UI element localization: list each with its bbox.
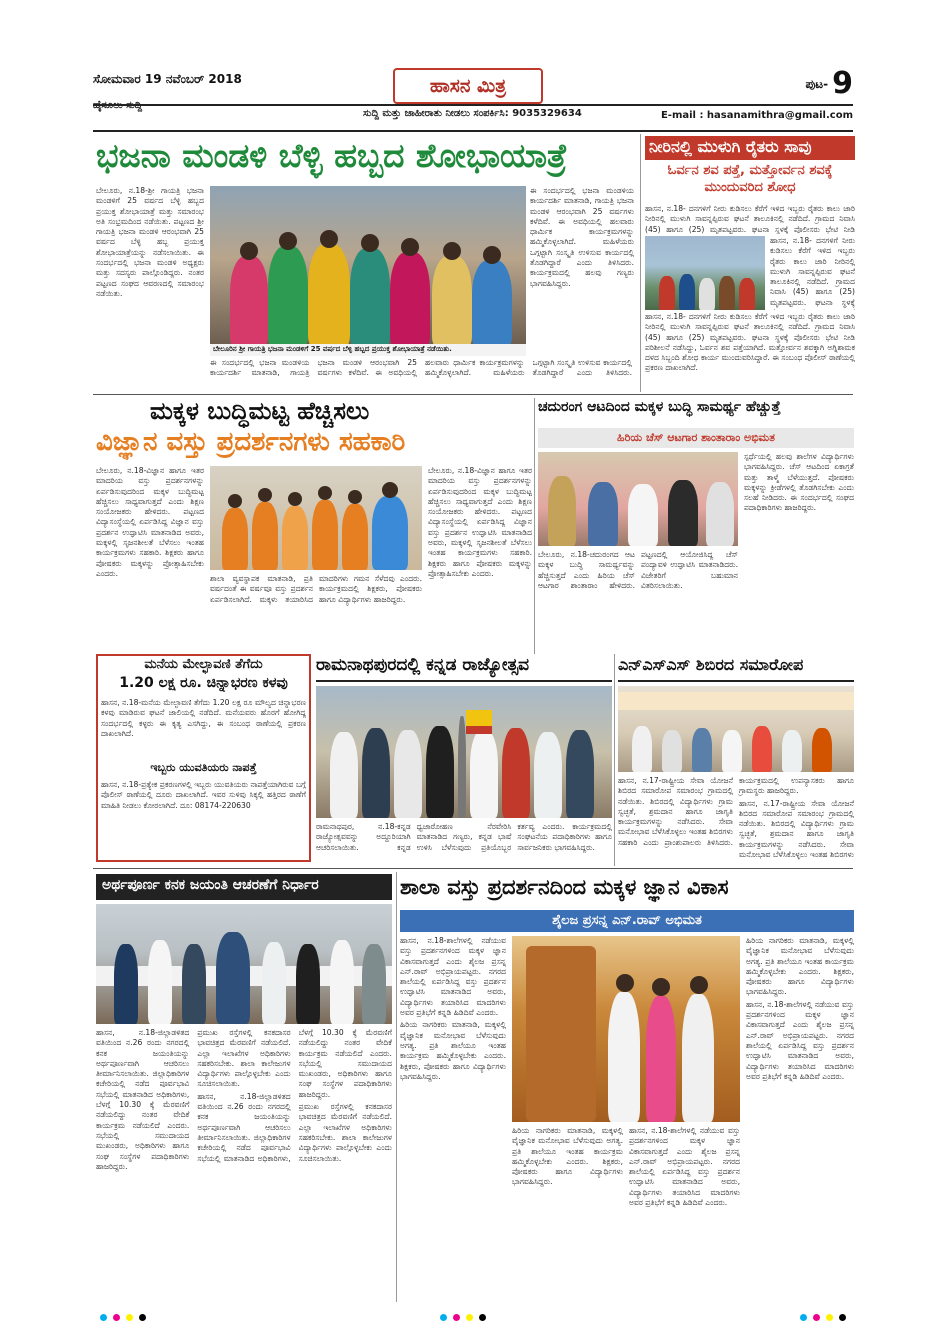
issue-date: ಸೋಮವಾರ 19 ನವೆಂಬರ್ 2018 [93, 72, 242, 86]
masthead [93, 68, 853, 128]
farmer-side-paragraph: ಹಾಸನ, ನ.18- ದನಗಳಿಗೆ ನೀರು ಕುಡಿಸಲು ಕೆರೆಗೆ ಇಳಿದ ಇಬ್ಬರು ರೈತರು ಕಾಲು ಜಾರಿ ನೀರಿನಲ್ಲಿ ಮುಳುಗಿ ಸಾವನ್ನಪ್ಪಿರುವ ಘಟನೆ ತಾಲೂಕಿನಲ್ಲಿ ನಡೆದಿದೆ. ಗ್ರಾಮದ ನಿವಾಸಿ (45) ಹಾಗೂ (25) ಮೃತಪಟ್ಟವರು. ಘಟನಾ ಸ್ಥಳಕ್ಕೆ [770, 236, 855, 307]
chess-headline: ಚದುರಂಗ ಆಟದಿಂದ ಮಕ್ಕಳ ಬುದ್ಧಿ ಸಾಮರ್ಥ್ಯ ಹೆಚ್ಚುತ್ತೆ [538, 400, 781, 415]
page-prefix: ಪುಟ- [805, 77, 829, 91]
science-text-col3 [428, 466, 532, 654]
school-col2-paragraph: ಹಿರಿಯ ನಾಗರಿಕರು ಮಾತನಾಡಿ, ಮಕ್ಕಳಲ್ಲಿ ವೈಜ್ಞಾನಿಕ ಮನೋಭಾವ ಬೆಳೆಸುವುದು ಅಗತ್ಯ. ಪ್ರತಿ ಶಾಲೆಯೂ ಇಂತಹ ಕಾರ್ಯಕ್ರಮ ಹಮ್ಮಿಕೊಳ್ಳಬೇಕು ಎಂದರು. ಶಿಕ್ಷಕರು, ಪೋಷಕರು ಹಾಗೂ ವಿದ್ಯಾರ್ಥಿಗಳು ಭಾಗವಹಿಸಿದ್ದರು. [512, 1126, 623, 1187]
school-subheadline: ಶೈಲಜ ಪ್ರಸನ್ನ ಎನ್.ರಾವ್ ಅಭಿಮತ [400, 910, 854, 932]
kanaka-body-paragraph: ಹಾಸನ, ನ.18-ಜಿಲ್ಲಾಡಳಿತದ ವತಿಯಿಂದ ನ.26 ರಂದು ನಗರದಲ್ಲಿ ಕನಕ ಜಯಂತಿಯನ್ನು ಅರ್ಥಪೂರ್ಣವಾಗಿ ಆಚರಿಸಲು ತೀರ್ಮಾನಿಸಲಾಯಿತು. ಜಿಲ್ಲಾಧಿಕಾರಿಗಳ ಕಚೇರಿಯಲ್ಲಿ ನಡೆದ ಪೂರ್ವಭಾವಿ ಸಭೆಯಲ್ಲಿ ಮಾತನಾಡಿದ ಅಧಿಕಾರಿಗಳು, ಬೆಳಗ್ಗೆ 10.30 ಕ್ಕೆ ಮೆರವಣಿಗೆ ನಡೆಯಲಿದ್ದು ನಂತರ ವೇದಿಕೆ ಕಾರ್ಯಕ್ರಮ ನಡೆಯಲಿದೆ ಎಂದರು. ಸಭೆಯಲ್ಲಿ ಸಮುದಾಯದ ಮುಖಂಡರು, ಅಧಿಕಾರಿಗಳು ಹಾಗೂ ಸಂಘ ಸಂಸ್ಥೆಗಳ ಪದಾಧಿಕಾರಿಗಳು ಹಾಜರಿದ್ದರು. [96, 1028, 190, 1171]
theft-body-paragraph: ಹಾಸನ, ನ.18-ಮನೆಯ ಮೇಲ್ಛಾವಣಿ ತೆಗೆದು 1.20 ಲಕ್ಷ ರೂ ಮೌಲ್ಯದ ಚಿನ್ನಾಭರಣ ಕಳವು ಮಾಡಿರುವ ಘಟನೆ ಜಾಲಿಯಲ್ಲಿ ನಡೆದಿದೆ. ಮನೆಯವರು ಹೊರಗೆ ಹೋಗಿದ್ದ ಸಂದರ್ಭದಲ್ಲಿ ಕಳ್ಳರು ಈ ಕೃತ್ಯ ಎಸಗಿದ್ದು, ಈ ಸಂಬಂಧ ಠಾಣೆಯಲ್ಲಿ ಪ್ರಕರಣ ದಾಖಲಾಗಿದೆ. [101, 698, 306, 738]
divider-mid [534, 398, 535, 654]
nss-headline: ಎನ್‌ಎಸ್‌ಎಸ್ ಶಿಬಿರದ ಸಮಾರೋಪ [618, 656, 854, 682]
theft-headline-1: ಮನೆಯ ಮೇಲ್ಛಾವಣಿ ತೆಗೆದು [144, 658, 263, 672]
science-text-col2 [210, 574, 422, 654]
divider-bottom [396, 872, 397, 1302]
theft-text-2 [101, 780, 306, 858]
chess-text-1 [538, 550, 738, 652]
science-col1-paragraph: ಬೇಲೂರು, ನ.18-ವಿಜ್ಞಾನ ಹಾಗೂ ಇತರ ಮಾದರಿಯ ವಸ್ತು ಪ್ರದರ್ಶನಗಳನ್ನು ಏರ್ಪಡಿಸುವುದರಿಂದ ಮಕ್ಕಳ ಬುದ್ಧಿಮಟ್ಟ ಹೆಚ್ಚಿಸಲು ಸಾಧ್ಯವಾಗುತ್ತದೆ ಎಂದು ಶಿಕ್ಷಣ ಸಂಯೋಜಕರು ಹೇಳಿದರು. ಪಟ್ಟಣದ ವಿದ್ಯಾಸಂಸ್ಥೆಯಲ್ಲಿ ಏರ್ಪಡಿಸಿದ್ದ ವಿಜ್ಞಾನ ವಸ್ತು ಪ್ರದರ್ಶನ ಉದ್ಘಾಟಿಸಿ ಮಾತನಾಡಿದ ಅವರು, ಮಕ್ಕಳಲ್ಲಿ ಸೃಜನಶೀಲತೆ ಬೆಳೆಸಲು ಇಂತಹ ಕಾರ್ಯಕ್ರಮಗಳು ಸಹಕಾರಿ. ಶಿಕ್ಷಕರು ಹಾಗೂ ಪೋಷಕರು ಮಕ್ಕಳನ್ನು ಪ್ರೋತ್ಸಾಹಿಸಬೇಕು ಎಂದರು. [96, 466, 204, 578]
science-col2-paragraph: ಶಾಲಾ ವ್ಯವಸ್ಥಾಪಕ ಮಾತನಾಡಿ, ಪ್ರತಿ ವರ್ಷದಂತೆ ಈ ವರ್ಷವೂ ವಸ್ತು ಪ್ರದರ್ಶನ ಏರ್ಪಡಿಸಲಾಗಿದೆ. ಮಕ್ಕಳು ತಯಾರಿಸಿದ ಮಾದರಿಗಳು ಗಮನ ಸೆಳೆದವು ಎಂದರು. ಕಾರ್ಯಕ್ರಮದಲ್ಲಿ ಶಿಕ್ಷಕರು, ಪೋಷಕರು ಹಾಗೂ ವಿದ್ಯಾರ್ಥಿಗಳು ಹಾಜರಿದ್ದರು. [210, 574, 422, 604]
bhajana-col2-paragraph: ಈ ಸಂದರ್ಭದಲ್ಲಿ ಭಜನಾ ಮಂಡಳಿಯ ಕಾರ್ಯದರ್ಶಿ ಮಾತನಾಡಿ, ಗಾಯತ್ರಿ ಭಜನಾ ಮಂಡಳಿ ಆರಂಭವಾಗಿ 25 ವರ್ಷಗಳು ಕಳೆದಿವೆ. ಈ ಅವಧಿಯಲ್ಲಿ ಹಲವಾರು ಧಾರ್ಮಿಕ ಕಾರ್ಯಕ್ರಮಗಳನ್ನು ಹಮ್ಮಿಕೊಳ್ಳಲಾಗಿದೆ. ಮಹಿಳೆಯರು ಒಗ್ಗಟ್ಟಾಗಿ ಸಂಸ್ಕೃತಿ ಉಳಿಸುವ ಕಾರ್ಯದಲ್ಲಿ ತೊಡಗಿದ್ದಾರೆ ಎಂದು ತಿಳಿಸಿದರು. [210, 358, 632, 378]
bhajana-text-col3 [530, 186, 634, 356]
theft-text-1 [101, 698, 306, 760]
chess-body2-paragraph: ಸ್ಪರ್ಧೆಯಲ್ಲಿ ಹಲವು ಶಾಲೆಗಳ ವಿದ್ಯಾರ್ಥಿಗಳು ಭಾಗವಹಿಸಿದ್ದರು. ಚೆಸ್ ಆಟದಿಂದ ಏಕಾಗ್ರತೆ ಮತ್ತು ತಾಳ್ಮೆ ಬೆಳೆಯುತ್ತದೆ. ಪೋಷಕರು ಮಕ್ಕಳನ್ನು ಕ್ರೀಡೆಗಳಲ್ಲಿ ತೊಡಗಿಸಬೇಕು ಎಂದು ಸಲಹೆ ನೀಡಿದರು. ಈ ಸಂದರ್ಭದಲ್ಲಿ ಸಂಘದ ಪದಾಧಿಕಾರಿಗಳು ಹಾಜರಿದ್ದರು. [744, 452, 854, 513]
farmer-photo [645, 236, 765, 310]
school-text-col1 [400, 936, 506, 1300]
kanaka-headline: ಅರ್ಥಪೂರ್ಣ ಕನಕ ಜಯಂತಿ ಆಚರಣೆಗೆ ನಿರ್ಧಾರ [96, 874, 392, 900]
nss-text [618, 776, 854, 864]
school-headline: ಶಾಲಾ ವಸ್ತು ಪ್ರದರ್ಶನದಿಂದ ಮಕ್ಕಳ ಜ್ಞಾನ ವಿಕಾಸ [400, 876, 729, 899]
chess-body-paragraph: ಬೇಲೂರು, ನ.18-ಚದುರಂಗದ ಆಟ ಮಕ್ಕಳ ಬುದ್ಧಿ ಸಾಮರ್ಥ್ಯವನ್ನು ಹೆಚ್ಚಿಸುತ್ತದೆ ಎಂದು ಹಿರಿಯ ಚೆಸ್ ಆಟಗಾರ ಶಾಂತಾರಾಂ ಹೇಳಿದರು. ಪಟ್ಟಣದಲ್ಲಿ ಆಯೋಜಿಸಿದ್ದ ಚೆಸ್ ಪಂದ್ಯಾವಳಿ ಉದ್ಘಾಟಿಸಿ ಮಾತನಾಡಿದರು. ವಿಜೇತರಿಗೆ ಬಹುಮಾನ ವಿತರಿಸಲಾಯಿತು. [538, 550, 738, 590]
page-number [806, 66, 853, 101]
kanaka-body2-paragraph: ಪ್ರಮುಖ ರಸ್ತೆಗಳಲ್ಲಿ ಕನಕದಾಸರ ಭಾವಚಿತ್ರದ ಮೆರವಣಿಗೆ ನಡೆಯಲಿದೆ. ಎಲ್ಲಾ ಇಲಾಖೆಗಳ ಅಧಿಕಾರಿಗಳು ಸಹಕರಿಸಬೇಕು. ಶಾಲಾ ಕಾಲೇಜುಗಳ ವಿದ್ಯಾರ್ಥಿಗಳು ಪಾಲ್ಗೊಳ್ಳಬೇಕು ಎಂದು ಸೂಚಿಸಲಾಯಿತು. [197, 1028, 291, 1089]
divider-top [640, 134, 641, 392]
chess-subheadline: ಹಿರಿಯ ಚೆಸ್ ಆಟಗಾರ ಶಾಂತಾರಾಂ ಅಭಿಮತ [538, 428, 854, 448]
science-headline-1: ಮಕ್ಕಳ ಬುದ್ಧಿಮಟ್ಟ ಹೆಚ್ಚಿಸಲು [150, 398, 370, 425]
print-registration-dots-right [800, 1314, 846, 1321]
science-col3-paragraph: ಬೇಲೂರು, ನ.18-ವಿಜ್ಞಾನ ಹಾಗೂ ಇತರ ಮಾದರಿಯ ವಸ್ತು ಪ್ರದರ್ಶನಗಳನ್ನು ಏರ್ಪಡಿಸುವುದರಿಂದ ಮಕ್ಕಳ ಬುದ್ಧಿಮಟ್ಟ ಹೆಚ್ಚಿಸಲು ಸಾಧ್ಯವಾಗುತ್ತದೆ ಎಂದು ಶಿಕ್ಷಣ ಸಂಯೋಜಕರು ಹೇಳಿದರು. ಪಟ್ಟಣದ ವಿದ್ಯಾಸಂಸ್ಥೆಯಲ್ಲಿ ಏರ್ಪಡಿಸಿದ್ದ ವಿಜ್ಞಾನ ವಸ್ತು ಪ್ರದರ್ಶನ ಉದ್ಘಾಟಿಸಿ ಮಾತನಾಡಿದ ಅವರು, ಮಕ್ಕಳಲ್ಲಿ ಸೃಜನಶೀಲತೆ ಬೆಳೆಸಲು ಇಂತಹ ಕಾರ್ಯಕ್ರಮಗಳು ಸಹಕಾರಿ. ಶಿಕ್ಷಕರು ಹಾಗೂ ಪೋಷಕರು ಮಕ್ಕಳನ್ನು ಪ್ರೋತ್ಸಾಹಿಸಬೇಕು ಎಂದರು. [428, 466, 532, 578]
nss-body-paragraph-2: ಹಾಸನ, ನ.17-ರಾಷ್ಟ್ರೀಯ ಸೇವಾ ಯೋಜನೆ ಶಿಬಿರದ ಸಮಾರೋಪ ಸಮಾರಂಭ ಗ್ರಾಮದಲ್ಲಿ ನಡೆಯಿತು. ಶಿಬಿರದಲ್ಲಿ ವಿದ್ಯಾರ್ಥಿಗಳು ಗ್ರಾಮ ಸ್ವಚ್ಛತೆ, ಶ್ರಮದಾನ ಹಾಗೂ ಜಾಗೃತಿ ಕಾರ್ಯಕ್ರಮಗಳನ್ನು ನಡೆಸಿದರು. ಸೇವಾ ಮನೋಭಾವ ಬೆಳೆಸಿಕೊಳ್ಳಲು ಇಂತಹ ಶಿಬಿರಗಳು [739, 798, 854, 860]
school-col1-paragraph-2: ಹಿರಿಯ ನಾಗರಿಕರು ಮಾತನಾಡಿ, ಮಕ್ಕಳಲ್ಲಿ ವೈಜ್ಞಾನಿಕ ಮನೋಭಾವ ಬೆಳೆಸುವುದು ಅಗತ್ಯ. ಪ್ರತಿ ಶಾಲೆಯೂ ಇಂತಹ ಕಾರ್ಯಕ್ರಮ ಹಮ್ಮಿಕೊಳ್ಳಬೇಕು ಎಂದರು. ಶಿಕ್ಷಕರು, ಪೋಷಕರು ಹಾಗೂ ವಿದ್ಯಾರ್ಥಿಗಳು ಭಾಗವಹಿಸಿದ್ದರು. [400, 1020, 506, 1081]
header-rule-top [93, 104, 853, 106]
contact-line: ಸುದ್ದಿ ಮತ್ತು ಜಾಹೀರಾತು ನೀಡಲು ಸಂಪರ್ಕಿಸಿ: 9035329634 [363, 108, 582, 119]
rajyotsava-body-paragraph: ರಾಮನಾಥಪುರ, ನ.18-ಕನ್ನಡ ರಾಜ್ಯೋತ್ಸವವನ್ನು ಅದ್ದೂರಿಯಾಗಿ ಆಚರಿಸಲಾಯಿತು. ಕನ್ನಡ ಧ್ವಜಾರೋಹಣ ನೆರವೇರಿಸಿ ಮಾತನಾಡಿದ ಗಣ್ಯರು, ಕನ್ನಡ ಭಾಷೆ ಉಳಿಸಿ ಬೆಳೆಸುವುದು ಪ್ರತಿಯೊಬ್ಬರ ಕರ್ತವ್ಯ ಎಂದರು. ಕಾರ್ಯಕ್ರಮದಲ್ಲಿ ಸಂಘಟನೆಯ ಪದಾಧಿಕಾರಿಗಳು ಹಾಗೂ ಸಾರ್ವಜನಿಕರು ಭಾಗವಹಿಸಿದ್ದರು. [316, 822, 612, 852]
theft-subhead: ಇಬ್ಬರು ಯುವತಿಯರು ನಾಪತ್ತೆ [150, 762, 257, 774]
school-col1-paragraph: ಹಾಸನ, ನ.18-ಶಾಲೆಗಳಲ್ಲಿ ನಡೆಯುವ ವಸ್ತು ಪ್ರದರ್ಶನಗಳಿಂದ ಮಕ್ಕಳ ಜ್ಞಾನ ವಿಕಾಸವಾಗುತ್ತದೆ ಎಂದು ಶೈಲಜ ಪ್ರಸನ್ನ ಎನ್.ರಾವ್ ಅಭಿಪ್ರಾಯಪಟ್ಟರು. ನಗರದ ಶಾಲೆಯಲ್ಲಿ ಏರ್ಪಡಿಸಿದ್ದ ವಸ್ತು ಪ್ರದರ್ಶನ ಉದ್ಘಾಟಿಸಿ ಮಾತನಾಡಿದ ಅವರು, ವಿದ್ಯಾರ್ಥಿಗಳು ತಯಾರಿಸಿದ ಮಾದರಿಗಳು ಅವರ ಪ್ರತಿಭೆಗೆ ಕನ್ನಡಿ ಹಿಡಿದಿವೆ ಎಂದರು. [400, 936, 506, 1018]
page-number-value: 9 [832, 66, 853, 101]
bhajana-photo-caption: ಬೇಲೂರಿನ ಶ್ರೀ ಗಾಯತ್ರಿ ಭಜನಾ ಮಂಡಳಿಗೆ 25 ವರ್ಷದ ಬೆಳ್ಳಿ ಹಬ್ಬದ ಪ್ರಯುಕ್ತ ಶೋಭಾಯಾತ್ರೆ ನಡೆಯಿತು. [210, 344, 526, 356]
science-headline-2: ವಿಜ್ಞಾನ ವಸ್ತು ಪ್ರದರ್ಶನಗಳು ಸಹಕಾರಿ [96, 428, 406, 457]
rajyotsava-photo [316, 686, 612, 818]
theft-headline-2: 1.20 ಲಕ್ಷ ರೂ. ಚಿನ್ನಾಭರಣ ಕಳವು [119, 676, 288, 691]
farmer-text-top [645, 204, 855, 234]
email-line: E-mail : hasanamithra@gmail.com [660, 110, 853, 121]
school-col3-paragraph-2: ಹಾಸನ, ನ.18-ಶಾಲೆಗಳಲ್ಲಿ ನಡೆಯುವ ವಸ್ತು ಪ್ರದರ್ಶನಗಳಿಂದ ಮಕ್ಕಳ ಜ್ಞಾನ ವಿಕಾಸವಾಗುತ್ತದೆ ಎಂದು ಶೈಲಜ ಪ್ರಸನ್ನ ಎನ್.ರಾವ್ ಅಭಿಪ್ರಾಯಪಟ್ಟರು. ನಗರದ ಶಾಲೆಯಲ್ಲಿ ಏರ್ಪಡಿಸಿದ್ದ ವಸ್ತು ಪ್ರದರ್ಶನ ಉದ್ಘಾಟಿಸಿ ಮಾತನಾಡಿದ ಅವರು, ವಿದ್ಯಾರ್ಥಿಗಳು ತಯಾರಿಸಿದ ಮಾದರಿಗಳು ಅವರ ಪ್ರತಿಭೆಗೆ ಕನ್ನಡಿ ಹಿಡಿದಿವೆ ಎಂದರು. [746, 999, 854, 1081]
farmer-bottom-paragraph: ಹಾಸನ, ನ.18- ದನಗಳಿಗೆ ನೀರು ಕುಡಿಸಲು ಕೆರೆಗೆ ಇಳಿದ ಇಬ್ಬರು ರೈತರು ಕಾಲು ಜಾರಿ ನೀರಿನಲ್ಲಿ ಮುಳುಗಿ ಸಾವನ್ನಪ್ಪಿರುವ ಘಟನೆ ತಾಲೂಕಿನಲ್ಲಿ ನಡೆದಿದೆ. ಗ್ರಾಮದ ನಿವಾಸಿ (45) ಹಾಗೂ (25) ಮೃತಪಟ್ಟವರು. ಘಟನಾ ಸ್ಥಳಕ್ಕೆ ಪೊಲೀಸರು ಭೇಟಿ ನೀಡಿ ಪರಿಶೀಲನೆ ನಡೆಸಿದ್ದು, ಓರ್ವನ ಶವ ಪತ್ತೆಯಾಗಿದೆ. ಮತ್ತೋರ್ವನ ಶವಕ್ಕಾಗಿ ಅಗ್ನಿಶಾಮಕ ದಳದ ಸಿಬ್ಬಂದಿ ಶೋಧ ಕಾರ್ಯ ಮುಂದುವರಿಸಿದ್ದಾರೆ. ಈ ಸಂಬಂಧ ಪೊಲೀಸ್ ಠಾಣೆಯಲ್ಲಿ ಪ್ರಕರಣ ದಾಖಲಾಗಿದೆ. [645, 312, 855, 373]
school-col2-paragraph-2: ಹಾಸನ, ನ.18-ಶಾಲೆಗಳಲ್ಲಿ ನಡೆಯುವ ವಸ್ತು ಪ್ರದರ್ಶನಗಳಿಂದ ಮಕ್ಕಳ ಜ್ಞಾನ ವಿಕಾಸವಾಗುತ್ತದೆ ಎಂದು ಶೈಲಜ ಪ್ರಸನ್ನ ಎನ್.ರಾವ್ ಅಭಿಪ್ರಾಯಪಟ್ಟರು. ನಗರದ ಶಾಲೆಯಲ್ಲಿ ಏರ್ಪಡಿಸಿದ್ದ ವಸ್ತು ಪ್ರದರ್ಶನ ಉದ್ಘಾಟಿಸಿ ಮಾತನಾಡಿದ ಅವರು, ವಿದ್ಯಾರ್ಥಿಗಳು ತಯಾರಿಸಿದ ಮಾದರಿಗಳು ಅವರ ಪ್ರತಿಭೆಗೆ ಕನ್ನಡಿ ಹಿಡಿದಿವೆ ಎಂದರು. [629, 1126, 740, 1208]
farmer-subheadline-text: ಓರ್ವನ ಶವ ಪತ್ತೆ, ಮತ್ತೋರ್ವನ ಶವಕ್ಕೆ ಮುಂದುವರಿದ ಶೋಧ [667, 163, 833, 195]
divider-row2 [93, 868, 853, 869]
farmer-headline: ನೀರಿನಲ್ಲಿ ಮುಳುಗಿ ರೈತರು ಸಾವು [645, 136, 855, 160]
farmer-text-bottom [645, 312, 855, 388]
school-photo [512, 936, 740, 1122]
divider-nss [614, 654, 615, 866]
science-text-col1 [96, 466, 204, 654]
chess-text-2 [744, 452, 854, 652]
school-col3-paragraph: ಹಿರಿಯ ನಾಗರಿಕರು ಮಾತನಾಡಿ, ಮಕ್ಕಳಲ್ಲಿ ವೈಜ್ಞಾನಿಕ ಮನೋಭಾವ ಬೆಳೆಸುವುದು ಅಗತ್ಯ. ಪ್ರತಿ ಶಾಲೆಯೂ ಇಂತಹ ಕಾರ್ಯಕ್ರಮ ಹಮ್ಮಿಕೊಳ್ಳಬೇಕು ಎಂದರು. ಶಿಕ್ಷಕರು, ಪೋಷಕರು ಹಾಗೂ ವಿದ್ಯಾರ್ಥಿಗಳು ಭಾಗವಹಿಸಿದ್ದರು. [746, 936, 854, 997]
newspaper-logo: ಹಾಸನ ಮಿತ್ರ [393, 68, 543, 104]
science-photo [210, 466, 422, 570]
school-text-col3 [746, 936, 854, 1300]
bhajana-headline: ಭಜನಾ ಮಂಡಳಿ ಬೆಳ್ಳಿ ಹಬ್ಬದ ಶೋಭಾಯಾತ್ರೆ [96, 138, 568, 175]
farmer-body-paragraph: ಹಾಸನ, ನ.18- ದನಗಳಿಗೆ ನೀರು ಕುಡಿಸಲು ಕೆರೆಗೆ ಇಳಿದ ಇಬ್ಬರು ರೈತರು ಕಾಲು ಜಾರಿ ನೀರಿನಲ್ಲಿ ಮುಳುಗಿ ಸಾವನ್ನಪ್ಪಿರುವ ಘಟನೆ ತಾಲೂಕಿನಲ್ಲಿ ನಡೆದಿದೆ. ಗ್ರಾಮದ ನಿವಾಸಿ (45) ಹಾಗೂ (25) ಮೃತಪಟ್ಟವರು. ಘಟನಾ ಸ್ಥಳಕ್ಕೆ ಪೊಲೀಸರು ಭೇಟಿ ನೀಡಿ [645, 204, 855, 234]
bhajana-text-col1 [96, 186, 204, 380]
kanaka-body-paragraph-2: ಹಾಸನ, ನ.18-ಜಿಲ್ಲಾಡಳಿತದ ವತಿಯಿಂದ ನ.26 ರಂದು ನಗರದಲ್ಲಿ ಕನಕ ಜಯಂತಿಯನ್ನು ಅರ್ಥಪೂರ್ಣವಾಗಿ ಆಚರಿಸಲು ತೀರ್ಮಾನಿಸಲಾಯಿತು. ಜಿಲ್ಲಾಧಿಕಾರಿಗಳ ಕಚೇರಿಯಲ್ಲಿ ನಡೆದ ಪೂರ್ವಭಾವಿ ಸಭೆಯಲ್ಲಿ ಮಾತನಾಡಿದ ಅಧಿಕಾರಿಗಳು, ಬೆಳಗ್ಗೆ 10.30 ಕ್ಕೆ ಮೆರವಣಿಗೆ ನಡೆಯಲಿದ್ದು ನಂತರ ವೇದಿಕೆ ಕಾರ್ಯಕ್ರಮ ನಡೆಯಲಿದೆ ಎಂದರು. ಸಭೆಯಲ್ಲಿ ಸಮುದಾಯದ ಮುಖಂಡರು, ಅಧಿಕಾರಿಗಳು ಹಾಗೂ ಸಂಘ ಸಂಸ್ಥೆಗಳ ಪದಾಧಿಕಾರಿಗಳು ಹಾಜರಿದ್ದರು. [197, 1028, 392, 1163]
rajyotsava-headline: ರಾಮನಾಥಪುರದಲ್ಲಿ ಕನ್ನಡ ರಾಜ್ಯೋತ್ಸವ [316, 656, 612, 682]
bhajana-col3-paragraph: ಈ ಸಂದರ್ಭದಲ್ಲಿ ಭಜನಾ ಮಂಡಳಿಯ ಕಾರ್ಯದರ್ಶಿ ಮಾತನಾಡಿ, ಗಾಯತ್ರಿ ಭಜನಾ ಮಂಡಳಿ ಆರಂಭವಾಗಿ 25 ವರ್ಷಗಳು ಕಳೆದಿವೆ. ಈ ಅವಧಿಯಲ್ಲಿ ಹಲವಾರು ಧಾರ್ಮಿಕ ಕಾರ್ಯಕ್ರಮಗಳನ್ನು ಹಮ್ಮಿಕೊಳ್ಳಲಾಗಿದೆ. ಮಹಿಳೆಯರು ಒಗ್ಗಟ್ಟಾಗಿ ಸಂಸ್ಕೃತಿ ಉಳಿಸುವ ಕಾರ್ಯದಲ್ಲಿ ತೊಡಗಿದ್ದಾರೆ ಎಂದು ತಿಳಿಸಿದರು. ಕಾರ್ಯಕ್ರಮದಲ್ಲಿ ಹಲವು ಗಣ್ಯರು ಭಾಗವಹಿಸಿದ್ದರು. [530, 186, 634, 288]
chess-photo [538, 452, 738, 546]
theft-body2-paragraph: ಹಾಸನ, ನ.18-ಪ್ರತ್ಯೇಕ ಪ್ರಕರಣಗಳಲ್ಲಿ ಇಬ್ಬರು ಯುವತಿಯರು ನಾಪತ್ತೆಯಾಗಿರುವ ಬಗ್ಗೆ ಪೊಲೀಸ್ ಠಾಣೆಯಲ್ಲಿ ದೂರು ದಾಖಲಾಗಿದೆ. ಇವರ ಸುಳಿವು ಸಿಕ್ಕಲ್ಲಿ ಹತ್ತಿರದ ಠಾಣೆಗೆ ಮಾಹಿತಿ ನೀಡಲು ಕೋರಲಾಗಿದೆ. ದೂ: 08174-220630 [101, 780, 306, 810]
rajyotsava-text [316, 822, 612, 862]
print-registration-dots-left [100, 1314, 146, 1321]
kanaka-photo [96, 904, 392, 1024]
bhajana-col1-paragraph: ಬೇಲೂರು, ನ.18-ಶ್ರೀ ಗಾಯತ್ರಿ ಭಜನಾ ಮಂಡಳಿಗೆ 25 ವರ್ಷದ ಬೆಳ್ಳಿ ಹಬ್ಬದ ಪ್ರಯುಕ್ತ ಶೋಭಾಯಾತ್ರೆ ಮತ್ತು ಸಮಾರಂಭ ಅತಿ ಸಂಭ್ರಮದಿಂದ ನಡೆಯಿತು. ಪಟ್ಟಣದ ಶ್ರೀ ಗಾಯತ್ರಿ ಭಜನಾ ಮಂಡಳಿ ಆರಂಭವಾಗಿ 25 ವರ್ಷದ ಬೆಳ್ಳಿ ಹಬ್ಬ ಪ್ರಯುಕ್ತ ಶೋಭಾಯಾತ್ರೆಯನ್ನು ನಡೆಸಲಾಯಿತು. ಈ ಸಂದರ್ಭದಲ್ಲಿ ಭಜನಾ ಮಂಡಳಿ ಅಧ್ಯಕ್ಷರು ಮತ್ತು ಸದಸ್ಯರು ಪಾಲ್ಗೊಂಡಿದ್ದರು. ನಂತರ ಪಟ್ಟಣದ ಸಂಘದ ಆವರಣದಲ್ಲಿ ಸಮಾರಂಭ ನಡೆಯಿತು. [96, 186, 204, 298]
print-registration-dots-center [440, 1314, 486, 1321]
farmer-text-side [770, 236, 855, 310]
bhajana-photo [210, 186, 526, 346]
kanaka-text [96, 1028, 392, 1300]
bhajana-text-col2 [210, 358, 632, 388]
kanaka-body2-paragraph-2: ಪ್ರಮುಖ ರಸ್ತೆಗಳಲ್ಲಿ ಕನಕದಾಸರ ಭಾವಚಿತ್ರದ ಮೆರವಣಿಗೆ ನಡೆಯಲಿದೆ. ಎಲ್ಲಾ ಇಲಾಖೆಗಳ ಅಧಿಕಾರಿಗಳು ಸಹಕರಿಸಬೇಕು. ಶಾಲಾ ಕಾಲೇಜುಗಳ ವಿದ್ಯಾರ್ಥಿಗಳು ಪಾಲ್ಗೊಳ್ಳಬೇಕು ಎಂದು ಸೂಚಿಸಲಾಯಿತು. [298, 1102, 392, 1163]
farmer-subheadline [645, 162, 855, 200]
nss-photo [618, 686, 854, 772]
nss-body-paragraph: ಹಾಸನ, ನ.17-ರಾಷ್ಟ್ರೀಯ ಸೇವಾ ಯೋಜನೆ ಶಿಬಿರದ ಸಮಾರೋಪ ಸಮಾರಂಭ ಗ್ರಾಮದಲ್ಲಿ ನಡೆಯಿತು. ಶಿಬಿರದಲ್ಲಿ ವಿದ್ಯಾರ್ಥಿಗಳು ಗ್ರಾಮ ಸ್ವಚ್ಛತೆ, ಶ್ರಮದಾನ ಹಾಗೂ ಜಾಗೃತಿ ಕಾರ್ಯಕ್ರಮಗಳನ್ನು ನಡೆಸಿದರು. ಸೇವಾ ಮನೋಭಾವ ಬೆಳೆಸಿಕೊಳ್ಳಲು ಇಂತಹ ಶಿಬಿರಗಳು ಸಹಕಾರಿ ಎಂದು ಪ್ರಾಂಶುಪಾಲರು ತಿಳಿಸಿದರು. ಕಾರ್ಯಕ್ರಮದಲ್ಲಿ ಉಪನ್ಯಾಸಕರು ಹಾಗೂ ಗ್ರಾಮಸ್ಥರು ಹಾಜರಿದ್ದರು. [618, 776, 854, 847]
divider-row1 [93, 394, 853, 395]
header-rule-bottom [93, 130, 853, 132]
school-text-col2 [512, 1126, 740, 1300]
